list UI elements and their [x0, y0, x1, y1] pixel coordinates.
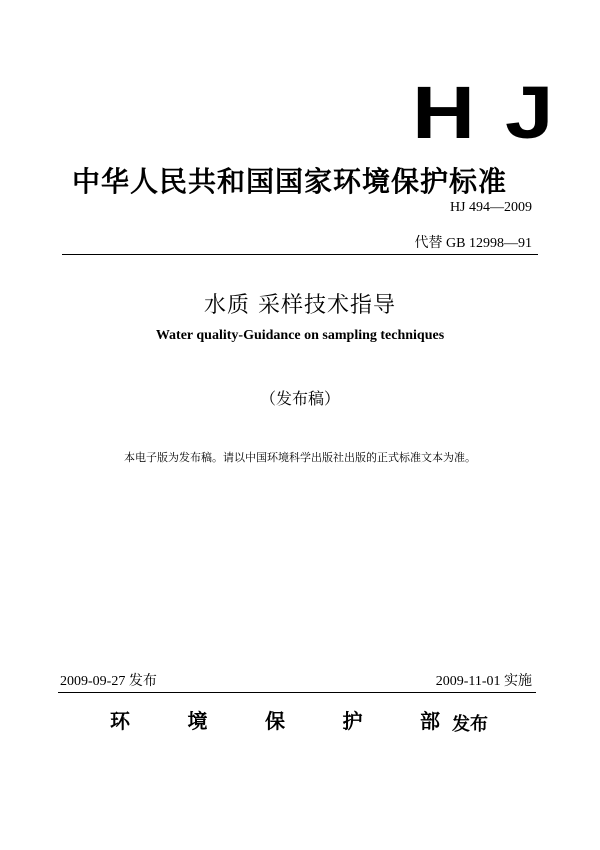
implementation-date: 2009-11-01 实施: [435, 674, 532, 689]
issuing-authority: [110, 705, 440, 734]
issuer-char: 保: [265, 709, 285, 733]
issuer-char: 境: [187, 709, 208, 733]
footer-divider: [58, 692, 536, 693]
issuer-char: 护: [342, 709, 363, 733]
electronic-version-notice: 本电子版为发布稿。请以中国环境科学出版社出版的正式标准文本为准。: [124, 451, 476, 464]
standard-code: HJ 494—2009: [449, 200, 532, 215]
issuer-char: 部: [420, 709, 440, 733]
header-divider: [62, 254, 538, 255]
issuer-suffix: 发布: [452, 714, 488, 735]
document-title-en: Water quality-Guidance on sampling techniques: [155, 328, 445, 343]
national-standard-title: 中华人民共和国国家环境保护标准: [72, 165, 508, 198]
replaced-standard: 代替 GB 12998—91: [414, 236, 532, 251]
hj-logo: [412, 71, 554, 154]
hj-logo-letter-h: H: [412, 71, 476, 154]
release-status: （发布稿）: [259, 389, 340, 408]
issue-date: 2009-09-27 发布: [60, 674, 157, 689]
document-title-cn: 水质 采样技术指导: [204, 293, 396, 318]
hj-logo-letter-j: J: [505, 71, 554, 154]
issuer-char: 环: [110, 709, 130, 733]
